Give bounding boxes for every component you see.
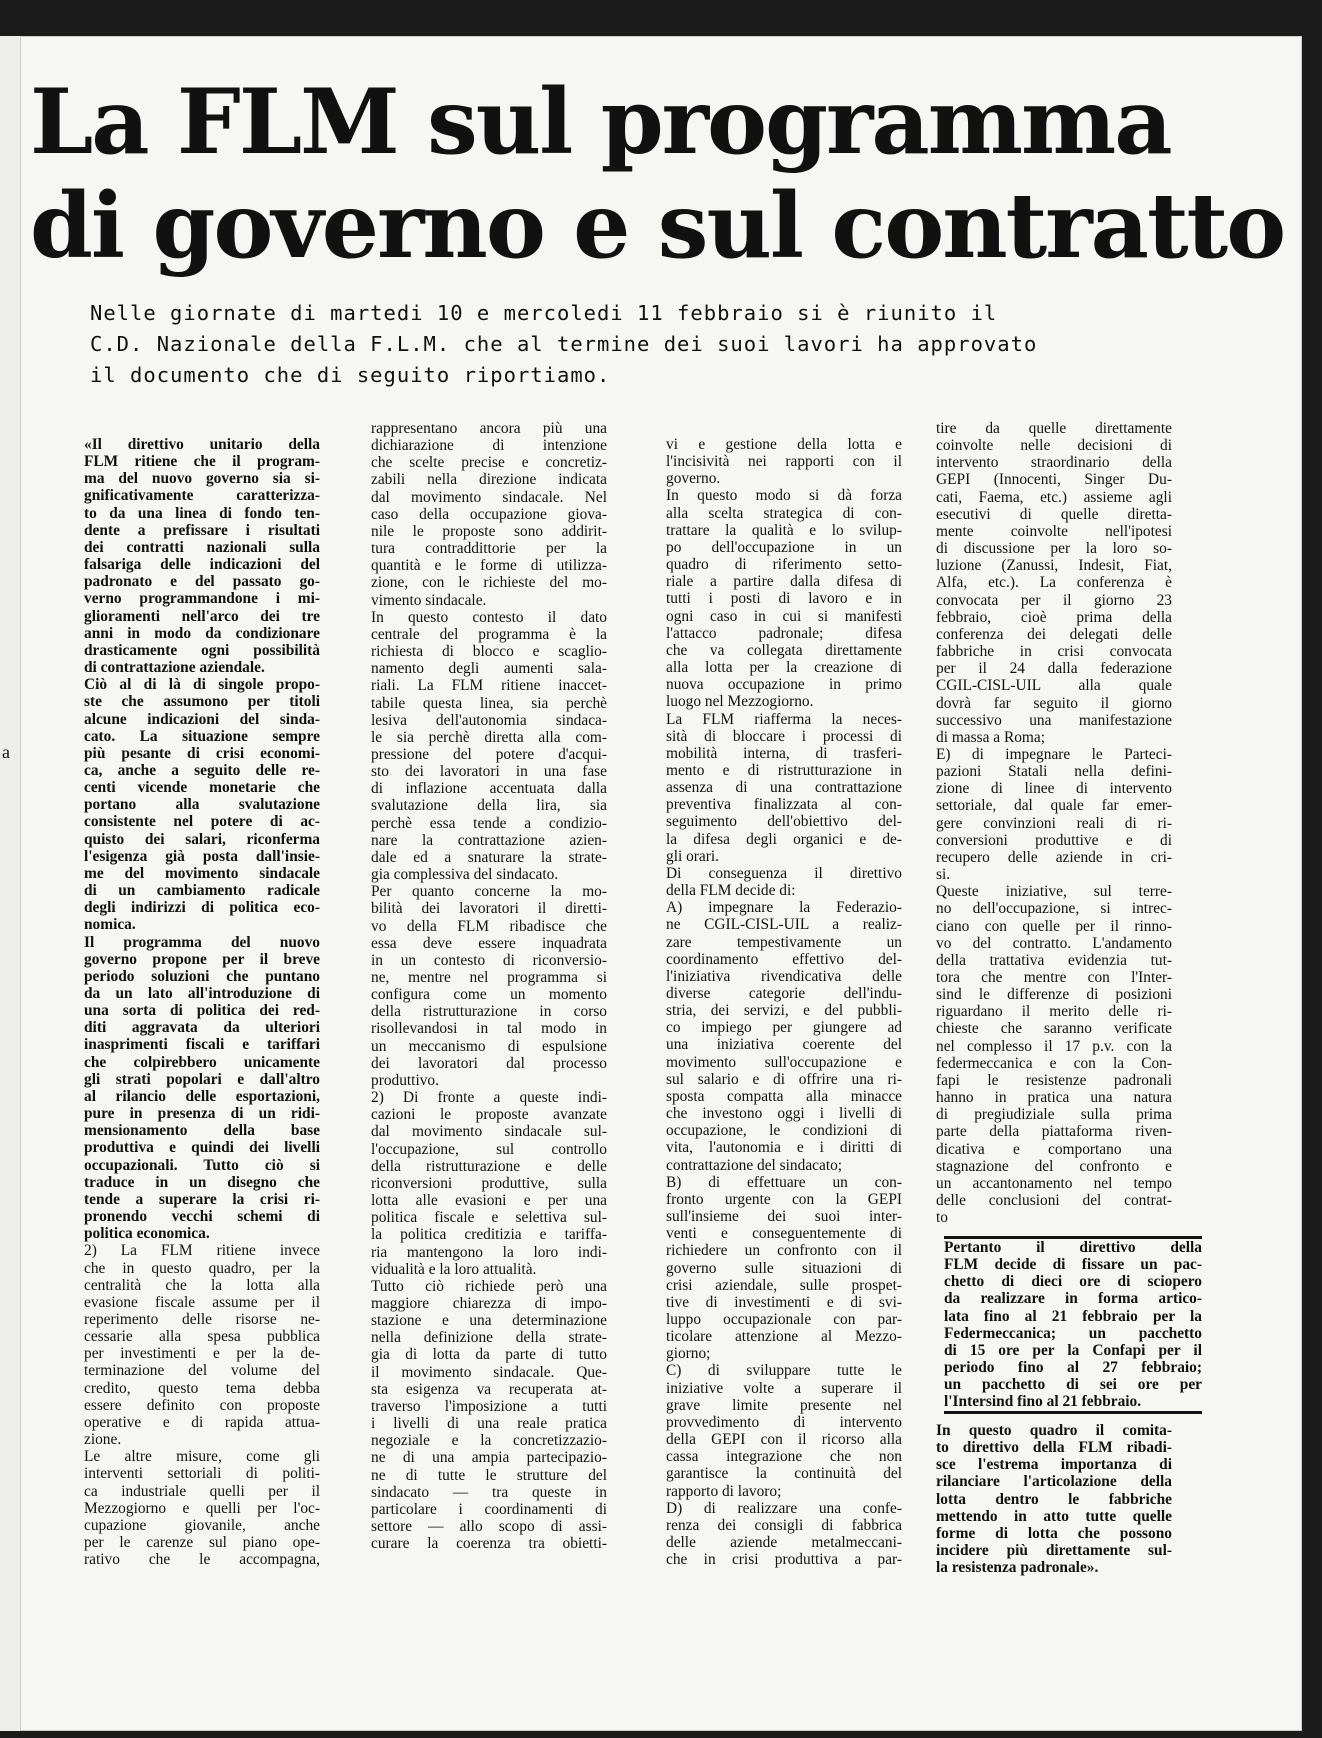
text-line: configura come un momento: [371, 986, 607, 1004]
text-line: nel complesso il 17 p.v. con la: [936, 1037, 1172, 1055]
text-line: la politica creditizia e tariffa-: [371, 1226, 607, 1244]
text-line: alla scelta strategica di con-: [666, 504, 902, 522]
text-line: i livelli di una reale pratica: [371, 1415, 607, 1433]
text-line: fronto urgente con la GEPI: [666, 1190, 902, 1208]
text-line: lata fino al 21 febbraio per la: [944, 1307, 1202, 1325]
text-line: Federmeccanica; un pacchetto: [944, 1324, 1202, 1342]
text-line: per le carenze sul piano ope-: [84, 1534, 320, 1551]
text-line: sind le differenze di posizioni: [936, 986, 1172, 1004]
text-line: riconversioni produttive, sulla: [371, 1174, 607, 1192]
text-line: E) di impegnare le Parteci-: [936, 745, 1172, 763]
text-line: le sia perchè diretta alla com-: [371, 728, 607, 746]
article-title: [30, 69, 1285, 279]
text-line: Il programma del nuovo: [84, 933, 320, 951]
text-line: vi e gestione della lotta e: [666, 436, 902, 453]
column-2: [371, 420, 607, 1552]
text-line: 2) La FLM ritiene invece: [84, 1242, 320, 1260]
column-4: [936, 420, 1172, 1226]
text-line: di inflazione accentuata dalla: [371, 780, 607, 798]
text-line: nuova occupazione in primo: [666, 676, 902, 694]
text-line: chetto di dieci ore di sciopero: [944, 1273, 1202, 1291]
text-line: conferenza dei delegati delle: [936, 625, 1172, 643]
text-line: luzione (Zanussi, Indesit, Fiat,: [936, 557, 1172, 575]
text-line: tora che mentre con l'Inter-: [936, 969, 1172, 986]
strike-decision-box: [944, 1236, 1202, 1414]
text-line: consistente nel potere di ac-: [84, 813, 320, 831]
text-line: interventi settoriali di politi-: [84, 1465, 320, 1483]
text-line: ne, mentre nel programma si: [371, 969, 607, 986]
text-line: nella definizione della strate-: [371, 1329, 607, 1347]
text-line: Queste iniziative, sul terre-: [936, 883, 1172, 901]
text-line: pure in presenza di un ridi-: [84, 1105, 320, 1123]
text-line: la difesa degli organici e de-: [666, 830, 902, 848]
text-line: settoriale, dal quale far emer-: [936, 797, 1172, 815]
text-line: tutti i posti di lavoro e in: [666, 590, 902, 608]
text-line: di discussione per la loro so-: [936, 540, 1172, 558]
text-line: drasticamente ogni possibilità: [84, 641, 320, 659]
text-line: Le altre misure, come gli: [84, 1448, 320, 1466]
text-line: In questo contesto il dato: [371, 608, 607, 626]
text-line: operative e di rapida attua-: [84, 1413, 320, 1431]
text-line: essa deve essere inquadrata: [371, 934, 607, 952]
text-line: dichiarazione di intenzione: [371, 437, 607, 455]
text-line: to direttivo della FLM ribadi-: [936, 1439, 1172, 1457]
text-line: l'incisività nei rapporti con il: [666, 453, 902, 471]
text-line: al rilancio delle esportazioni,: [84, 1087, 320, 1105]
text-line: centi vicende monetarie che: [84, 779, 320, 797]
text-line: credito, questo tema debba: [84, 1379, 320, 1397]
text-line: tire da quelle direttamente: [936, 420, 1172, 437]
text-line: lesiva dell'autonomia sindaca-: [371, 711, 607, 729]
text-line: trattare la qualità e lo svilup-: [666, 521, 902, 539]
intro-line: C.D. Nazionale della F.L.M. che al termine dei suoi lavori ha approvato: [90, 332, 1038, 356]
text-line: della ristrutturazione in corso: [371, 1003, 607, 1021]
text-line: pazioni Statali nella defini-: [936, 763, 1172, 781]
text-line: «Il direttivo unitario della: [84, 436, 320, 453]
text-line: si.: [936, 866, 951, 884]
text-line: tura contraddittorie per la: [371, 540, 607, 558]
text-line: per il 24 dalla federazione: [936, 660, 1172, 678]
text-line: più pesante di crisi economi-: [84, 744, 320, 762]
left-page-edge: [0, 36, 22, 1731]
text-line: vita, l'autonomia e i diritti di: [666, 1139, 902, 1157]
text-line: l'esigenza già posta dall'insie-: [84, 847, 320, 865]
text-line: vo del contratto. L'andamento: [936, 934, 1172, 952]
text-line: della FLM decide di:: [666, 882, 796, 900]
text-line: mensionamento della base: [84, 1122, 320, 1140]
text-line: quadro di riferimento setto-: [666, 556, 902, 574]
text-line: sindacato — tra queste in: [371, 1483, 607, 1501]
text-line: che investono oggi i livelli di: [666, 1105, 902, 1123]
text-line: coordinamento effettivo del-: [666, 950, 902, 968]
text-line: riali. La FLM ritiene inaccet-: [371, 677, 607, 695]
text-line: reperimento delle risorse ne-: [84, 1310, 320, 1328]
text-line: hanno in pratica una natura: [936, 1089, 1172, 1107]
text-line: In questo modo si dà forza: [666, 487, 902, 505]
text-line: ne di tutte le strutture del: [371, 1466, 607, 1484]
text-line: FLM ritiene che il program-: [84, 453, 320, 471]
text-line: dal movimento sindacale sul-: [371, 1123, 607, 1141]
text-line: centrale del programma è la: [371, 625, 607, 643]
text-line: ne CGIL-CISL-UIL a realiz-: [666, 916, 902, 934]
text-line: produttivo.: [371, 1071, 439, 1089]
text-line: di contrattazione aziendale.: [84, 659, 265, 677]
text-line: zione di linee di intervento: [936, 780, 1172, 798]
text-line: D) di realizzare una confe-: [666, 1499, 902, 1517]
text-line: 2) Di fronte a queste indi-: [371, 1089, 607, 1107]
text-line: me del movimento sindacale: [84, 864, 320, 882]
text-line: svalutazione della lira, sia: [371, 797, 607, 815]
column-1: [84, 436, 320, 1568]
text-line: federmeccanica e con la Con-: [936, 1054, 1172, 1072]
text-line: che scelte precise e concretiz-: [371, 454, 607, 472]
text-line: Per quanto concerne la mo-: [371, 883, 607, 901]
text-line: un meccanismo di espulsione: [371, 1037, 607, 1055]
text-line: occupazionali. Tutto ciò si: [84, 1156, 320, 1174]
text-line: da un lato all'introduzione di: [84, 985, 320, 1002]
text-line: namento degli aumenti sala-: [371, 660, 607, 678]
text-line: giorno;: [666, 1345, 711, 1363]
text-line: seguimento dell'obiettivo del-: [666, 813, 902, 831]
text-line: Tutto ciò richiede però una: [371, 1277, 607, 1295]
text-line: Pertanto il direttivo della: [944, 1239, 1202, 1256]
text-line: evasione fiscale assume per il: [84, 1293, 320, 1311]
text-line: zione.: [84, 1431, 122, 1449]
text-line: co impiego per giungere ad: [666, 1019, 902, 1037]
text-line: ria mantengono la loro indi-: [371, 1243, 607, 1261]
text-line: stazione e una determinazione: [371, 1312, 607, 1330]
intro-line: Nelle giornate di martedi 10 e mercoledi 11 febbraio si è riunito il: [90, 301, 998, 325]
text-line: maggiore chiarezza di impo-: [371, 1294, 607, 1312]
text-line: ne di una ampia partecipazio-: [371, 1449, 607, 1467]
text-line: rativo che le accompagna,: [84, 1551, 320, 1569]
text-line: luogo nel Mezzogiorno.: [666, 693, 814, 711]
text-line: CGIL-CISL-UIL alla quale: [936, 677, 1172, 695]
text-line: mettendo in atto tutte quelle: [936, 1507, 1172, 1525]
text-line: padronato e del passato go-: [84, 573, 320, 591]
text-line: di pregiudiziale sulla prima: [936, 1106, 1172, 1124]
text-line: luppo occupazionale con par-: [666, 1310, 902, 1328]
text-line: C) di sviluppare tutte le: [666, 1362, 902, 1380]
text-line: garantisce la continuità del: [666, 1465, 902, 1483]
text-line: un accantonamento nel tempo: [936, 1174, 1172, 1192]
text-line: ogni caso in cui si manifesti: [666, 607, 902, 625]
text-line: contrattazione del sindacato;: [666, 1156, 843, 1174]
text-line: sull'insieme dei suoi inter-: [666, 1208, 902, 1226]
text-line: to da una linea di fondo ten-: [84, 504, 320, 522]
text-line: assenza di una contrattazione: [666, 779, 902, 797]
text-line: esecutivi di quelle diretta-: [936, 505, 1172, 523]
text-line: intervento straordinario della: [936, 454, 1172, 472]
text-line: fabbriche in crisi convocata: [936, 643, 1172, 661]
text-line: pronendo vecchi schemi di: [84, 1208, 320, 1226]
text-line: sce l'estrema importanza di: [936, 1456, 1172, 1474]
text-line: gere convinzioni reali di ri-: [936, 814, 1172, 832]
text-line: che in questo quadro, per la: [84, 1259, 320, 1277]
text-line: pressione del potere d'acqui-: [371, 745, 607, 763]
text-line: dal movimento sindacale. Nel: [371, 488, 607, 506]
text-line: da realizzare in forma artico-: [944, 1290, 1202, 1308]
text-line: alla lotta per la creazione di: [666, 659, 902, 677]
text-line: periodo soluzioni che puntano: [84, 967, 320, 985]
text-line: produttiva e quindi dei livelli: [84, 1139, 320, 1157]
text-line: dale ed a snaturare la strate-: [371, 848, 607, 866]
text-line: ticolare attenzione al Mezzo-: [666, 1328, 902, 1346]
text-line: diti aggravata da ulteriori: [84, 1019, 320, 1037]
text-line: stria, dei servizi, e del pubbli-: [666, 1002, 902, 1020]
text-line: sto dei lavoratori in una fase: [371, 763, 607, 781]
edge-letter: a: [2, 742, 10, 762]
text-line: grave limite presente nel: [666, 1396, 902, 1414]
text-line: perchè essa tende a condizio-: [371, 814, 607, 832]
text-line: preventiva finalizzata al con-: [666, 796, 902, 814]
text-line: governo sulle situazioni di: [666, 1259, 902, 1277]
text-line: successivo una manifestazione: [936, 711, 1172, 729]
text-line: che va collegata direttamente: [666, 641, 902, 659]
text-line: terminazione del volume del: [84, 1362, 320, 1380]
text-line: dei lavoratori dal processo: [371, 1054, 607, 1072]
text-line: portano alla svalutazione: [84, 796, 320, 814]
text-line: no dell'occupazione, si intrec-: [936, 900, 1172, 918]
text-line: Mezzogiorno e quelli per l'oc-: [84, 1499, 320, 1517]
text-line: chieste che saranno verificate: [936, 1020, 1172, 1038]
text-line: politica economica.: [84, 1225, 210, 1243]
text-line: quantità e le forme di utilizza-: [371, 557, 607, 575]
text-line: rapporto di lavoro;: [666, 1482, 782, 1500]
text-line: governo propone per il breve: [84, 950, 320, 968]
text-line: richiedere un confronto con il: [666, 1242, 902, 1260]
text-line: delle aziende metalmeccani-: [666, 1534, 902, 1551]
text-line: della trattativa evidenzia tut-: [936, 951, 1172, 969]
text-line: caso della occupazione giova-: [371, 505, 607, 523]
text-line: A) impegnare la Federazio-: [666, 899, 902, 917]
column-4-end: [936, 1422, 1172, 1576]
text-line: mobilità interna, di trasferi-: [666, 744, 902, 762]
text-line: ca industriale quelli per il: [84, 1482, 320, 1500]
text-line: fapi le resistenze padronali: [936, 1071, 1172, 1089]
text-line: curare la coerenza tra obietti-: [371, 1535, 607, 1553]
text-line: tive di investimenti e di svi-: [666, 1293, 902, 1311]
text-line: convocata per il giorno 23: [936, 591, 1172, 609]
text-line: la resistenza padronale».: [936, 1559, 1099, 1577]
text-line: renza dei consigli di fabbrica: [666, 1516, 902, 1534]
text-line: quisto dei salari, riconferma: [84, 830, 320, 848]
text-line: una iniziativa coerente del: [666, 1036, 902, 1054]
text-line: una sorta di politica dei red-: [84, 1002, 320, 1020]
text-line: Ciò al di là di singole propo-: [84, 676, 320, 694]
text-line: di massa a Roma;: [936, 728, 1045, 746]
text-line: to: [936, 1209, 948, 1227]
text-line: Di conseguenza il direttivo: [666, 864, 902, 882]
title-line-2: di governo e sul contratto: [30, 173, 1285, 279]
text-line: nare la contrattazione azien-: [371, 831, 607, 849]
article-intro: [90, 298, 1190, 391]
text-line: forme di lotta che possono: [936, 1524, 1172, 1542]
text-line: dicativa e comportano una: [936, 1140, 1172, 1158]
text-line: parte della piattaforma riven-: [936, 1123, 1172, 1141]
text-line: nomica.: [84, 916, 136, 934]
text-line: cassa integrazione che non: [666, 1448, 902, 1466]
text-line: inasprimenti fiscali e tariffari: [84, 1036, 320, 1054]
text-line: l'occupazione, sul controllo: [371, 1140, 607, 1158]
text-line: l'iniziativa rivendicativa delle: [666, 967, 902, 985]
text-line: vo della FLM ribadisce che: [371, 917, 607, 935]
text-line: alcune indicazioni del sinda-: [84, 710, 320, 728]
text-line: cazioni le proposte avanzate: [371, 1106, 607, 1124]
text-line: falsariga delle indicazioni del: [84, 556, 320, 574]
text-line: sità di bloccare i processi di: [666, 727, 902, 745]
text-line: gli strati popolari e dall'altro: [84, 1070, 320, 1088]
text-line: governo.: [666, 470, 721, 488]
text-line: sul salario e di offrire una ri-: [666, 1070, 902, 1088]
text-line: gia complessiva del sindacato.: [371, 866, 559, 884]
text-line: B) di effettuare un con-: [666, 1173, 902, 1191]
text-line: provvedimento di intervento: [666, 1413, 902, 1431]
text-line: verno programmandone i mi-: [84, 590, 320, 608]
text-line: gia di lotta da parte di tutto: [371, 1346, 607, 1364]
text-line: incidere più direttamente sul-: [936, 1542, 1172, 1560]
text-line: tabile questa linea, sia perchè: [371, 694, 607, 712]
text-line: stagnazione del confronto e: [936, 1157, 1172, 1175]
text-line: l'attacco padronale; difesa: [666, 624, 902, 642]
text-line: riale a partire dalla difesa di: [666, 573, 902, 591]
text-line: dei contratti nazionali sulla: [84, 538, 320, 556]
text-line: centralità che la lotta alla: [84, 1276, 320, 1294]
text-line: essere definito con proposte: [84, 1396, 320, 1414]
text-line: La FLM riafferma la neces-: [666, 710, 902, 728]
text-line: zabili nella direzione indicata: [371, 471, 607, 489]
text-line: degli indirizzi di politica eco-: [84, 899, 320, 917]
text-line: po dell'occupazione in un: [666, 538, 902, 556]
text-line: cato. La situazione sempre: [84, 727, 320, 745]
text-line: glioramenti nell'arco dei tre: [84, 607, 320, 625]
text-line: della GEPI con il ricorso alla: [666, 1431, 902, 1449]
text-line: un pacchetto di sei ore per: [944, 1376, 1202, 1394]
text-line: il movimento sindacale. Que-: [371, 1363, 607, 1381]
text-line: traduce in un disegno che: [84, 1173, 320, 1191]
text-line: rappresentano ancora più una: [371, 420, 607, 437]
text-line: sposta compatta alla minacce: [666, 1087, 902, 1105]
text-line: vidualità e la loro attualità.: [371, 1260, 537, 1278]
text-line: rilanciare l'articolazione della: [936, 1473, 1172, 1491]
text-line: risollevandosi in tal modo in: [371, 1020, 607, 1038]
text-line: zione, con le richieste del mo-: [371, 574, 607, 592]
text-line: traverso l'imposizione a tutti: [371, 1397, 607, 1415]
text-line: In questo quadro il comita-: [936, 1422, 1172, 1439]
text-line: cessarie alla spesa pubblica: [84, 1328, 320, 1346]
text-line: settore — allo scopo di assi-: [371, 1518, 607, 1535]
text-line: ciano con quelle per il rinno-: [936, 917, 1172, 935]
text-line: cupazione giovanile, anche: [84, 1516, 320, 1534]
text-line: sta esigenza va recuperata at-: [371, 1380, 607, 1398]
text-line: venti e conseguentemente di: [666, 1225, 902, 1243]
text-line: per investimenti e per la de-: [84, 1345, 320, 1363]
text-line: negoziale e la concretizzazio-: [371, 1432, 607, 1450]
text-line: in un contesto di riconversio-: [371, 951, 607, 969]
text-line: delle conclusioni del contrat-: [936, 1192, 1172, 1210]
text-line: dente a prefissare i risultati: [84, 521, 320, 539]
text-line: occupazione, le condizioni di: [666, 1122, 902, 1140]
text-line: nile le proposte sono addirit-: [371, 522, 607, 540]
text-line: vimento sindacale.: [371, 591, 487, 609]
text-line: cati, Faema, etc.) assieme agli: [936, 488, 1172, 506]
text-line: periodo fino al 27 febbraio;: [944, 1359, 1202, 1377]
text-line: ma del nuovo governo sia si-: [84, 470, 320, 488]
text-line: particolare i coordinamenti di: [371, 1500, 607, 1518]
text-line: conversioni produttive e di: [936, 831, 1172, 849]
text-line: iniziative volte a superare il: [666, 1379, 902, 1397]
text-line: movimento sull'occupazione e: [666, 1053, 902, 1071]
text-line: di un cambiamento radicale: [84, 882, 320, 900]
text-line: bilità dei lavoratori il diretti-: [371, 900, 607, 918]
intro-line: il documento che di seguito riportiamo.: [90, 363, 611, 387]
text-line: che colpirebbero unicamente: [84, 1053, 320, 1071]
text-line: GEPI (Innocenti, Singer Du-: [936, 471, 1172, 489]
text-line: ca, anche a seguito delle re-: [84, 761, 320, 779]
text-line: di 15 ore per la Confapi per il: [944, 1341, 1202, 1359]
text-line: che in crisi produttiva a par-: [666, 1551, 902, 1569]
text-line: dovrà far seguito il giorno: [936, 694, 1172, 712]
text-line: richiesta di blocco e scaglio-: [371, 643, 607, 661]
column-3: [666, 436, 902, 1568]
text-line: crisi aziendale, sulle prospet-: [666, 1276, 902, 1294]
text-line: gli orari.: [666, 847, 719, 865]
text-line: l'Intersind fino al 21 febbraio.: [944, 1393, 1142, 1411]
title-line-1: La FLM sul programma: [30, 69, 1171, 175]
text-line: tende a superare la crisi ri-: [84, 1190, 320, 1208]
text-line: anni in modo da condizionare: [84, 624, 320, 642]
text-line: diverse categorie dell'indu-: [666, 985, 902, 1002]
text-line: febbraio, cioè prima della: [936, 608, 1172, 626]
text-line: mento e di ristrutturazione in: [666, 761, 902, 779]
text-line: lotta alle evasioni e per una: [371, 1192, 607, 1210]
text-line: coinvolte nelle decisioni di: [936, 437, 1172, 455]
text-line: gnificativamente caratterizza-: [84, 487, 320, 505]
text-line: della ristrutturazione e delle: [371, 1157, 607, 1175]
text-line: ste che assumono per titoli: [84, 693, 320, 711]
text-line: politica fiscale e selettiva sul-: [371, 1209, 607, 1227]
text-line: FLM decide di fissare un pac-: [944, 1256, 1202, 1274]
text-line: zare tempestivamente un: [666, 933, 902, 951]
text-line: mente coinvolte nell'ipotesi: [936, 522, 1172, 540]
text-line: recupero delle aziende in cri-: [936, 848, 1172, 866]
text-line: riguardano il merito delle ri-: [936, 1003, 1172, 1021]
text-line: lotta dentro le fabbriche: [936, 1490, 1172, 1508]
text-line: Alfa, etc.). La conferenza è: [936, 574, 1172, 592]
